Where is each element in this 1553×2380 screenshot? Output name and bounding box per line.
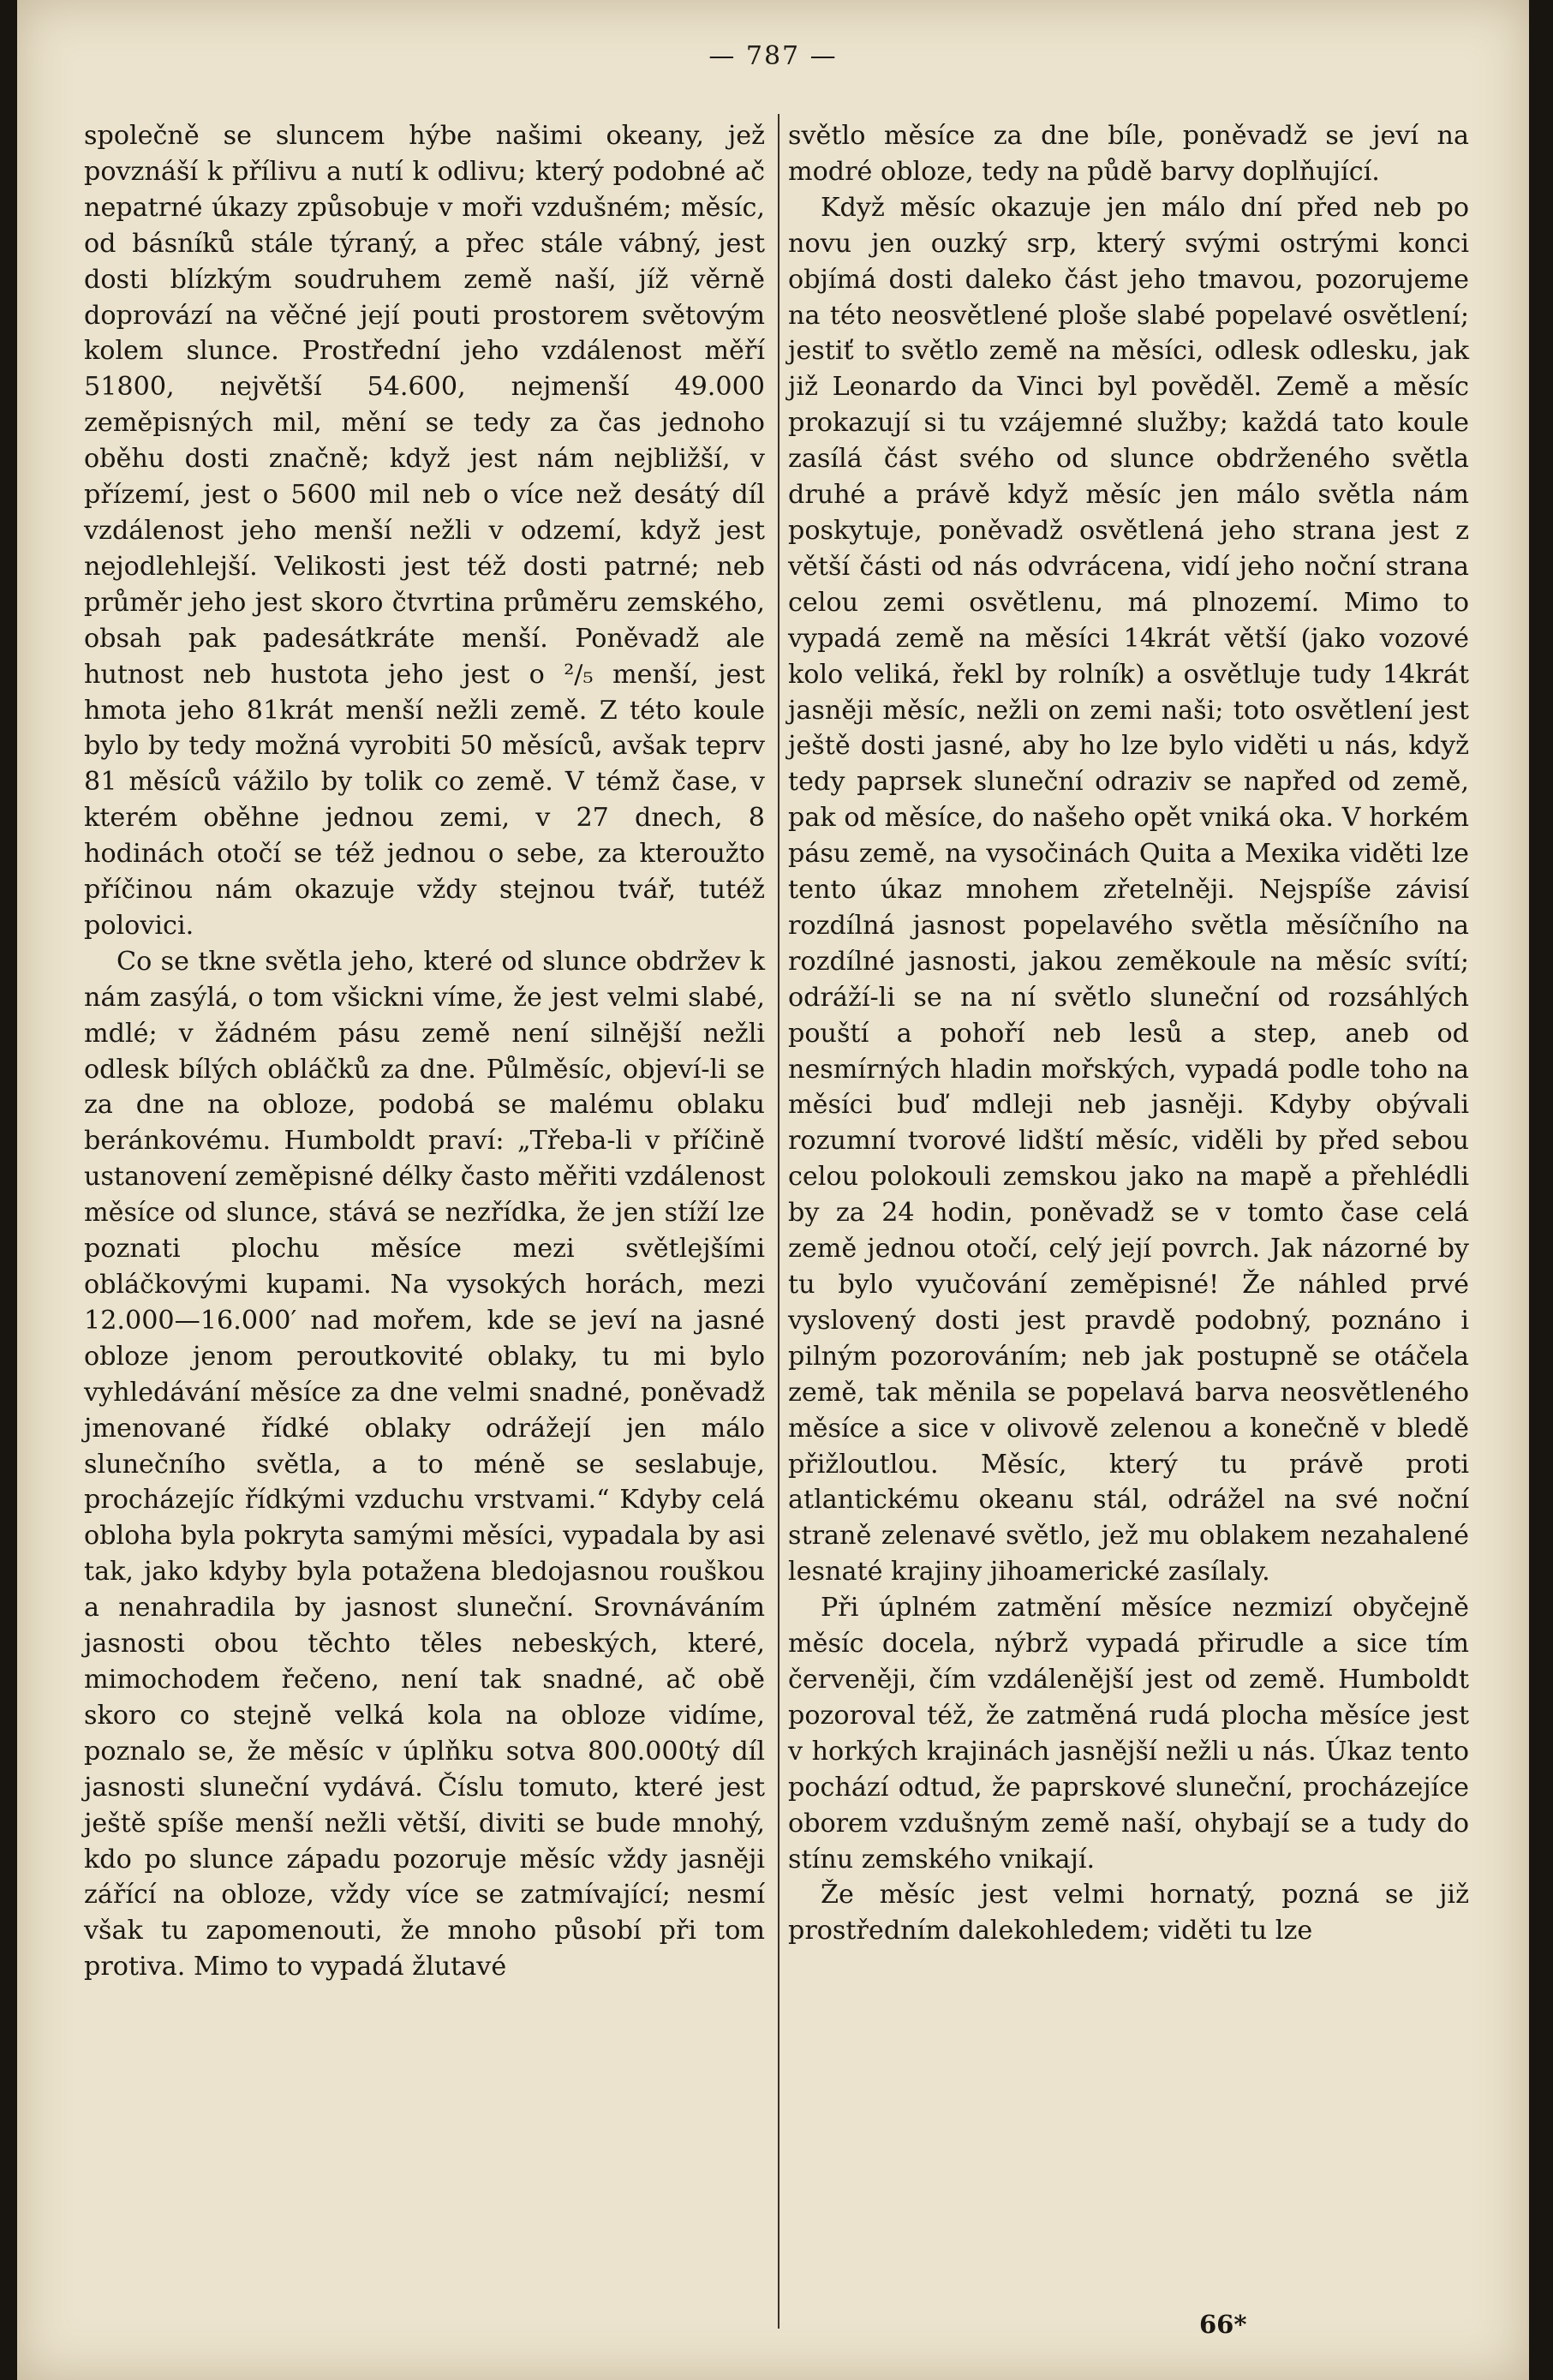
right-paragraph-2: Když měsíc okazuje jen málo dní před neb po novu jen ouzký srp, který svými ostrými konci objímá dosti daleko část jeho tmavou, pozorujeme na této neosvětlené ploše slabé popelavé osvětlení; jestiť to světlo země na měsíci, odlesk odlesku, jak již Leonardo da Vinci byl pověděl. Země a měsíc prokazují si tu vzájemné služby; každá tato koule zasílá část svého od slunce obdrženého světla druhé a právě když měsíc jen málo světla nám poskytuje, poněvadž osvětlená jeho strana jest z větší části od nás odvrácena, vidí jeho noční strana celou zemi osvětlenu, má plnozemí. Mimo to vypadá země na měsíci 14krát větší (jako vozové kolo veliká, řekl by rolník) a osvětluje tudy 14krát jasněji měsíc, nežli on zemi naši; toto osvětlení jest ještě dosti jasné, aby ho lze bylo viděti u nás, když tedy paprsek sluneční odraziv se napřed od země, pak od měsíce, do našeho opět vniká oka. V horkém pásu země, na vysočinách Quita a Mexika viděti lze tento úkaz mnohem zřetelněji. Nejspíše závisí rozdílná jasnost popelavého světla měsíčního na rozdílné jasnosti, jakou zeměkoule na měsíc svítí; odráží-li se na ní světlo sluneční od rozsáhlých pouští a pohoří neb lesů a step, aneb od nesmírných hladin mořských, vypadá podle toho na měsíci buď mdleji neb jasněji. Kdyby obývali rozumní tvorové lidští měsíc, viděli by před sebou celou polokouli zemskou jako na mapě a přehlédli by za 24 hodin, poněvadž se v tomto čase celá země jednou otočí, celý její povrch. Jak názorné by tu bylo vyučování zeměpisné! Že náhled prvé vyslovený dosti jest pravdě podobný, poznáno i pilným pozorováním; neb jak postupně se otáčela země, tak měnila se popelavá barva neosvětleného měsíce a sice v olivově zelenou a konečně v bledě přižloutlou. Měsíc, který tu právě proti atlantickému okeanu stál, odrážel na své noční straně zelenavé světlo, jež mu oblakem nezahalené lesnaté krajiny jihoamerické zasílaly. <box>788 192 1469 1588</box>
left-column <box>84 118 765 1985</box>
right-paragraph-4: Že měsíc jest velmi hornatý, pozná se již prostředním dalekohledem; viděti tu lze <box>788 1880 1469 1946</box>
book-page <box>17 0 1529 2380</box>
column-divider <box>778 114 779 2329</box>
left-paragraph-2: Co se tkne světla jeho, které od slunce obdržev k nám zasýlá, o tom všickni víme, že jest velmi slabé, mdlé; v žádném pásu země není silnější nežli odlesk bílých obláčků za dne. Půlměsíc, objeví-li se za dne na obloze, podobá se malému oblaku beránkovému. Humboldt praví: „Třeba-li v příčině ustanovení zeměpisné délky často měřiti vzdálenost měsíce od slunce, stává se nezřídka, že jen stíží lze poznati plochu měsíce mezi světlejšími obláčkovými kupami. Na vysokých horách, mezi 12.000—16.000′ nad mořem, kde se jeví na jasné obloze jenom peroutkovité oblaky, tu mi bylo vyhledávání měsíce za dne velmi snadné, poněvadž jmenované řídké oblaky odrážejí jen málo slunečního světla, a to méně se seslabuje, procházejíc řídkými vzduchu vrstvami.“ Kdyby celá obloha byla pokryta samými měsíci, vypadala by asi tak, jako kdyby byla potažena bledojasnou rouškou a nenahradila by jasnost sluneční. Srovnáváním jasnosti obou těchto těles nebeských, které, mimochodem řečeno, není tak snadné, ač obě skoro co stejně velká kola na obloze vidíme, poznalo se, že měsíc v úplňku sotva 800.000tý díl jasnosti sluneční vydává. Číslu tomuto, které jest ještě spíše menší nežli větší, diviti se bude mnohý, kdo po slunce západu pozoruje měsíc vždy jasněji zářící na obloze, vždy více se zatmívající; nesmí však tu zapomenouti, že mnoho působí při tom protiva. Mimo to vypadá žlutavé <box>84 946 766 1982</box>
page-number: — 787 — <box>708 41 838 71</box>
right-column <box>788 118 1469 1949</box>
signature-mark: 66* <box>1199 2310 1247 2339</box>
right-paragraph-1: světlo měsíce za dne bíle, poněvadž se jeví na modré obloze, tedy na půdě barvy doplňující. <box>788 121 1469 187</box>
right-paragraph-3: Při úplném zatmění měsíce nezmizí obyčejně měsíc docela, nýbrž vypadá přirudle a sice tím červeněji, čím vzdálenější jest od země. Humboldt pozoroval též, že zatměná rudá plocha měsíce jest v horkých krajinách jasnější nežli u nás. Úkaz tento pochází odtud, že paprskové sluneční, procházejíce oborem vzdušným země naší, ohybají se a tudy do stínu zemského vnikají. <box>788 1593 1469 1875</box>
left-paragraph-1: společně se sluncem hýbe našimi okeany, jež povznáší k přílivu a nutí k odlivu; který podobné ač nepatrné úkazy způsobuje v moři vzdušném; měsíc, od básníků stále týraný, a přec stále vábný, jest dosti blízkým soudruhem země naší, jíž věrně doprovází na věčné její pouti prostorem světovým kolem slunce. Prostřední jeho vzdálenost měří 51800, největší 54.600, nejmenší 49.000 zeměpisných mil, mění se tedy za čas jednoho oběhu dosti značně; když jest nám nejbližší, v přízemí, jest o 5600 mil neb o více než desátý díl vzdálenost jeho menší nežli v odzemí, když jest nejodlehlejší. Velikosti jest též dosti patrné; neb průměr jeho jest skoro čtvrtina průměru zemského, obsah pak padesátkráte menší. Poněvadž ale hutnost neb hustota jeho jest o ²/₅ menší, jest hmota jeho 81krát menší nežli země. Z této koule bylo by tedy možná vyrobiti 50 měsíců, avšak teprv 81 měsíců vážilo by tolik co země. V témž čase, v kterém oběhne jednou zemi, v 27 dnech, 8 hodinách otočí se též jednou o sebe, za kteroužto příčinou nám okazuje vždy stejnou tvář, tutéž polovici. <box>84 121 765 941</box>
